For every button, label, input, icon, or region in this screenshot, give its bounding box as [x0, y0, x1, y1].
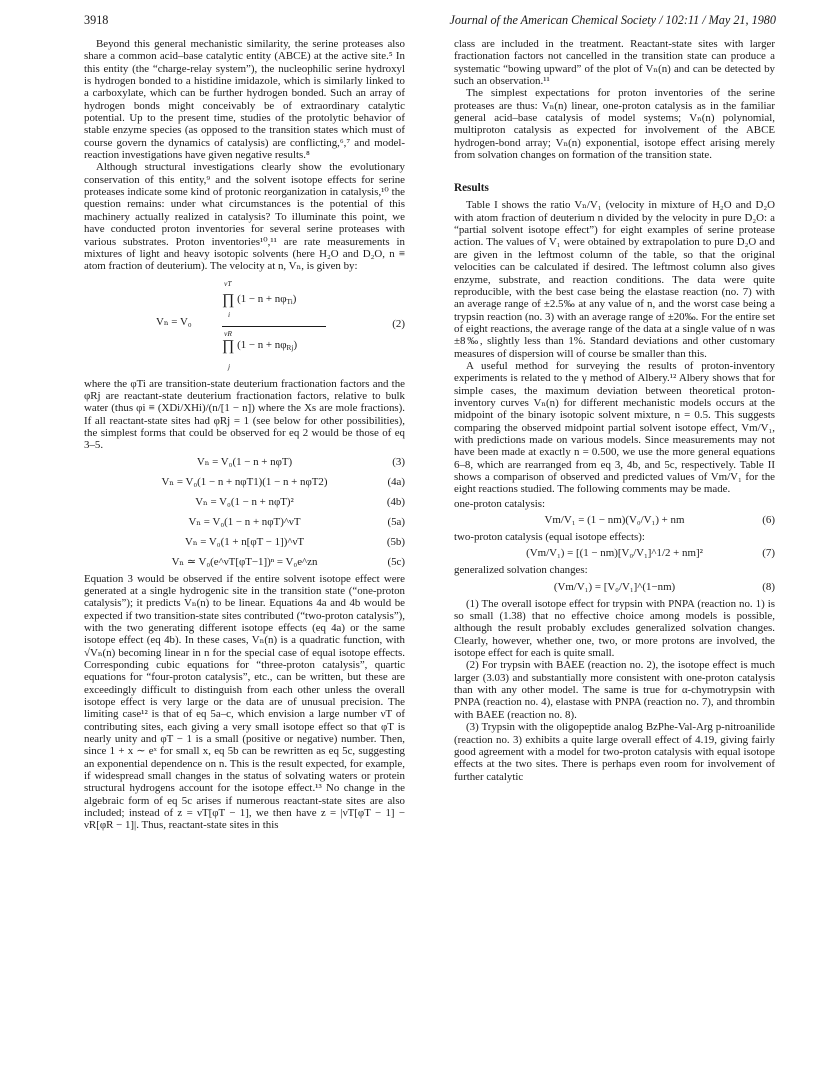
eq2-numerator-lower-limit: i — [228, 309, 231, 319]
equation-4b: Vₙ = V₀(1 − n + nφT)² (4b) — [195, 495, 405, 508]
equation-2-number: (2) — [392, 317, 405, 330]
equation-2-denominator: ∏ $(1 - n + n\varphi_{Rj})$ — [222, 337, 298, 354]
equation-2-numerator: ∏ $(1 - n + n\varphi_{Ti})$ — [222, 291, 297, 308]
fraction-bar — [222, 326, 326, 327]
label-generalized-solvation: generalized solvation changes: — [454, 564, 588, 577]
equation-2 — [84, 276, 405, 376]
equation-5a: Vₙ = V₀(1 − n + nφT)^νT (5a) — [188, 515, 405, 528]
equation-3: Vₙ = V₀(1 − n + nφT) (3) — [196, 455, 405, 468]
equation-4a: Vₙ = V₀(1 − n + nφT1)(1 − n + nφT2) (4a) — [161, 475, 405, 488]
journal-citation: Journal of the American Chemical Society / 102:11 / May 21, 1980 — [449, 13, 776, 27]
paragraph-fractionation-factors: where the φTi are transition-state deuterium fractionation factors and the φRj are reactant-state deuterium fractionation factors, relative to bulk water (thus φi ≡ (XDi/XHi)/(n/[1 − n]) where the Xs are mole fractions). If all reactant-state sites had φRj = 1 (see below for other possibilities), the simplest forms that could be observed for eq 2 would be those of eq 3–5. — [84, 377, 405, 452]
comment-3-trypsin-oligopeptide: (3) Trypsin with the oligopeptide analog BzPhe-Val-Arg p-nitroanilide (reaction no. 3) exhibits a quite large overall effect of 4.19, giving fairly good agreement with a model for two-proton catalysis with equal isotope effects at the two sites. There is perhaps even room for involvement of further catalytic — [454, 721, 775, 783]
paragraph-albery-method: A useful method for surveying the results of proton-inventory experiments is related to the γ method of Albery.¹² Albery shows that for simple cases, the maximum deviation between theoretical proton-inventory curves Vₙ(n) for different mechanistic models occurs at the midpoint of the binary isotopic solvent mixture, n = 0.5. This suggests comparing the observed midpoint partial solvent isotope effect, Vm/V₁, with predictions made on various models. Since measurements may not have been made at exactly n = 0.500, we use the more general equations 6–8, which are rearranged from eq 3, 4b, and 5c, respectively. Table II shows a comparison of observed and predicted values of Vm/V₁ for the eight reactions studied. The following comments may be made. — [454, 359, 775, 496]
label-one-proton: one-proton catalysis: — [454, 497, 546, 510]
section-heading-results: Results — [454, 182, 489, 195]
paragraph-equation-discussion: Equation 3 would be observed if the entire solvent isotope effect were generated at a single hydrogenic site in the transition state (“one-proton catalysis”); it predicts Vₙ(n) to be linear. Equations 4a and 4b would be expected if two transition-state sites contributed (“two-proton catalysis”), with the two generating different isotope effects (eq 4a) or the same isotope effect (eq 4b). In these cases, Vₙ(n) is a quadratic function, with √Vₙ(n) becoming linear in n for the special case of equal isotope effects. Corresponding cubic equations for “three-proton catalysis”, quartic equations for “four-proton catalysis”, etc., can be written, but these are exceedingly difficult to distinguish from each other unless the overall isotope effect is very large or the data are of unusual precision. The limiting case¹² is that of eq 5a–c, which envision a large number νT of contributing sites, each giving a very small isotope effect so that φT is nearly unity and φT − 1 is a small (positive or negative) number. Then, since 1 + x ∼ eˣ for small x, eq 5b can be rewritten as eq 5c, suggesting an exponential dependence on n. This is the result expected, for example, if widespread small changes in the status of solvating waters or protein structural hydrogens account for the isotope effect.¹³ No change in the algebraic form of eq 5c arises if numerous reactant-state sites are also included; instead of z = νT[φT − 1], we then have z = |νT[φT − 1] − νR[φR − 1]|. Thus, reactant-state sites in this — [84, 572, 405, 832]
comment-2-trypsin-baee: (2) For trypsin with BAEE (reaction no. 2), the isotope effect is much larger (3.03) and substantially more consistent with one-proton catalysis than with any other model. The same is true for α-chymotrypsin with PNPA (reaction no. 4), elastase with PNPA (reaction no. 7), and thrombin with BAEE (reaction no. 8). — [454, 659, 775, 721]
left-column — [84, 38, 405, 832]
eq2-numerator-upper-limit: νT — [224, 278, 232, 288]
paragraph-abce: Beyond this general mechanistic similarity, the serine proteases also share a common acid–base catalytic entity (ABCE) at the active site.⁵ In this entity (the “charge-relay system”), the nucleophilic serine hydroxyl is hydrogen bonded to a histidine imidazole, which is similarly linked to a carboxylate, which can be further hydrogen bonded. Such an array of hydrogen bonds might conceivably be of extraordinary catalytic potential. Up to the present time, studies of the protolytic behavior of stable enzyme species (as opposed to the transition states which must of course govern the dynamics of catalysis) are conflicting,⁶,⁷ and model-reaction investigations have given negative results.⁸ — [84, 38, 405, 162]
label-two-proton: two-proton catalysis (equal isotope effects): — [454, 531, 645, 544]
right-column — [454, 38, 775, 783]
eq2-denominator-upper-limit: νR — [224, 328, 232, 338]
page-header — [84, 13, 776, 31]
paragraph-expectations: The simplest expectations for proton inventories of the serine proteases are thus: Vₙ(n) linear, one-proton catalysis as in the familiar general acid–base catalysis of model systems; Vₙ(n) polynomial, multiproton catalysis as expected for involvement of the ABCE hydrogen-bond array; Vₙ(n) exponential, isotope effect arising merely from solvation changes on formation of the transition state. — [454, 87, 775, 162]
equation-7: (Vm/V₁) = [(1 − nm)[V₀/V₁]^1/2 + nm]² (7) — [526, 547, 775, 560]
eq2-denominator-lower-limit: j — [228, 361, 231, 371]
page-number: 3918 — [84, 13, 109, 27]
equation-5c: Vₙ ≃ V₀(e^νT[φT−1])ⁿ = V₀e^zn (5c) — [171, 555, 405, 568]
comment-1-trypsin-pnpa: (1) The overall isotope effect for trypsin with PNPA (reaction no. 1) is so small (1.38) that no effective choice among models is possible, although the result probably excludes generalized solvation changes. Clearly, however, whether one, two, or more protons are involved, the isotope effect for each is quite small. — [454, 597, 775, 660]
paragraph-proton-inventory: Although structural investigations clearly show the evolutionary conservation of this entity,⁹ and the solvent isotope effects for serine proteases indicate some kind of protonic reorganization in catalysis,¹⁰ the question remains: under what circumstances is the potential of this machinery actually realized in catalysis? To illuminate this point, we have conducted proton inventories for several serine proteases with various substrates. Proton inventories¹⁰,¹¹ are rate measurements in mixtures of light and heavy isotopic solvents (here H₂O and D₂O, n ≡ atom fraction of deuterium). The velocity at n, Vₙ, is given by: — [84, 161, 405, 273]
paragraph-table-i: Table I shows the ratio Vₙ/V₁ (velocity in mixture of H₂O and D₂O with atom fraction of deuterium n divided by the velocity in pure D₂O: a “partial solvent isotope effect”) for eight examples of serine protease action. The values of V₁ were obtained by extrapolation to pure D₂O and are given in the leftmost column of the table, so that the original velocities can be calculated if desired. The leftmost column also gives enzyme, substrate, and reaction conditions. The data were quite reproducible, with the best case being the elastase reaction (no. 7) with an average range of ±2.5‰ at any value of n, and the worst case being a trypsin reaction (no. 3) with an average range of ±20‰. For the entire set of eight reactions, the average range of the data at a single value of n was ±8‰, slightly less than 1%. Standard deviations and other customary measures of dispersion will of course be smaller than this. — [454, 199, 775, 360]
equation-8: (Vm/V₁) = [V₀/V₁]^(1−nm) (8) — [553, 580, 775, 593]
equation-6: Vm/V₁ = (1 − nm)(V₀/V₁) + nm (6) — [544, 514, 775, 527]
equation-2-lhs: Vₙ = V₀ — [156, 315, 192, 328]
paragraph-reactant-state: class are included in the treatment. Reactant-state sites with larger fractionation factors not cancelled in the transition state can produce a systematic “bowing upward” of the plot of Vₙ(n) and can be detected by such an observation.¹¹ — [454, 38, 775, 88]
equation-5b: Vₙ = V₀(1 + n[φT − 1])^νT (5b) — [184, 535, 405, 548]
